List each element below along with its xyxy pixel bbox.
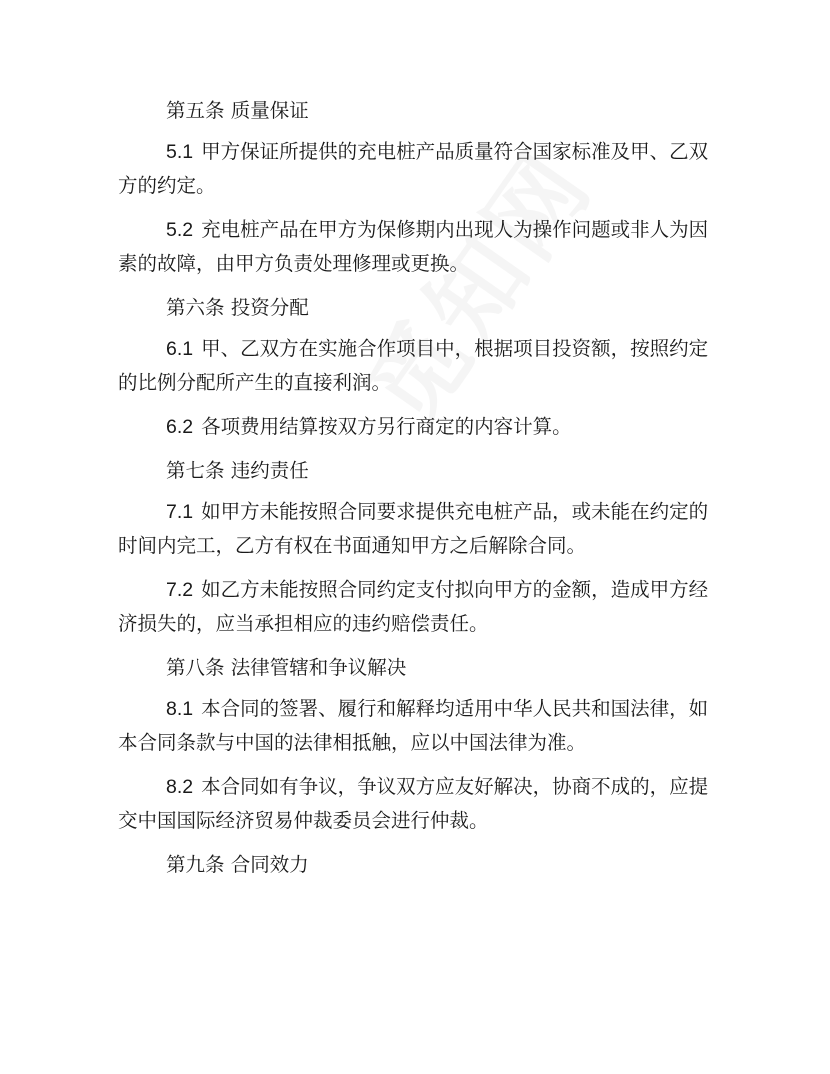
clause-5-2: [118, 213, 718, 281]
clause-text: 甲、乙双方在实施合作项目中，根据项目投资额，按照约定的比例分配所产生的直接利润。: [118, 337, 709, 394]
section-heading-7: 第七条 违约责任: [166, 459, 309, 482]
section-heading-5: 第五条 质量保证: [166, 99, 309, 122]
clause-8-2: [118, 770, 718, 838]
clause-number: 7.2: [166, 579, 194, 601]
clause-number: 5.1: [166, 141, 194, 163]
clause-text: 本合同的签署、履行和解释均适用中华人民共和国法律，如本合同条款与中国的法律相抵触，应以中国法律为准。: [118, 697, 709, 754]
clause-number: 5.2: [166, 219, 194, 241]
clause-6-2: [118, 410, 718, 444]
clause-8-1: [118, 692, 718, 760]
clause-number: 8.1: [166, 698, 194, 720]
clause-text: 如甲方未能按照合同要求提供充电桩产品，或未能在约定的时间内完工，乙方有权在书面通知甲方之后解除合同。: [118, 500, 709, 557]
clause-6-1: [118, 332, 718, 400]
clause-text: 充电桩产品在甲方为保修期内出现人为操作问题或非人为因素的故障，由甲方负责处理修理或更换。: [118, 218, 709, 275]
clause-5-1: [118, 135, 718, 203]
clause-number: 6.1: [166, 338, 194, 360]
clause-text: 各项费用结算按双方另行商定的内容计算。: [201, 415, 572, 438]
clause-number: 8.2: [166, 776, 194, 798]
clause-text: 本合同如有争议，争议双方应友好解决，协商不成的，应提交中国国际经济贸易仲裁委员会进行仲裁。: [118, 775, 709, 832]
document-body: [118, 94, 718, 889]
clause-7-2: [118, 573, 718, 641]
clause-text: 如乙方未能按照合同约定支付拟向甲方的金额，造成甲方经济损失的，应当承担相应的违约赔偿责任。: [118, 578, 709, 635]
clause-number: 7.1: [166, 501, 194, 523]
clause-number: 6.2: [166, 416, 194, 438]
clause-text: 甲方保证所提供的充电桩产品质量符合国家标准及甲、乙双方的约定。: [118, 140, 709, 197]
section-heading-9: 第九条 合同效力: [166, 853, 309, 876]
section-heading-6: 第六条 投资分配: [166, 296, 309, 319]
section-heading-8: 第八条 法律管辖和争议解决: [166, 656, 407, 679]
clause-7-1: [118, 495, 718, 563]
